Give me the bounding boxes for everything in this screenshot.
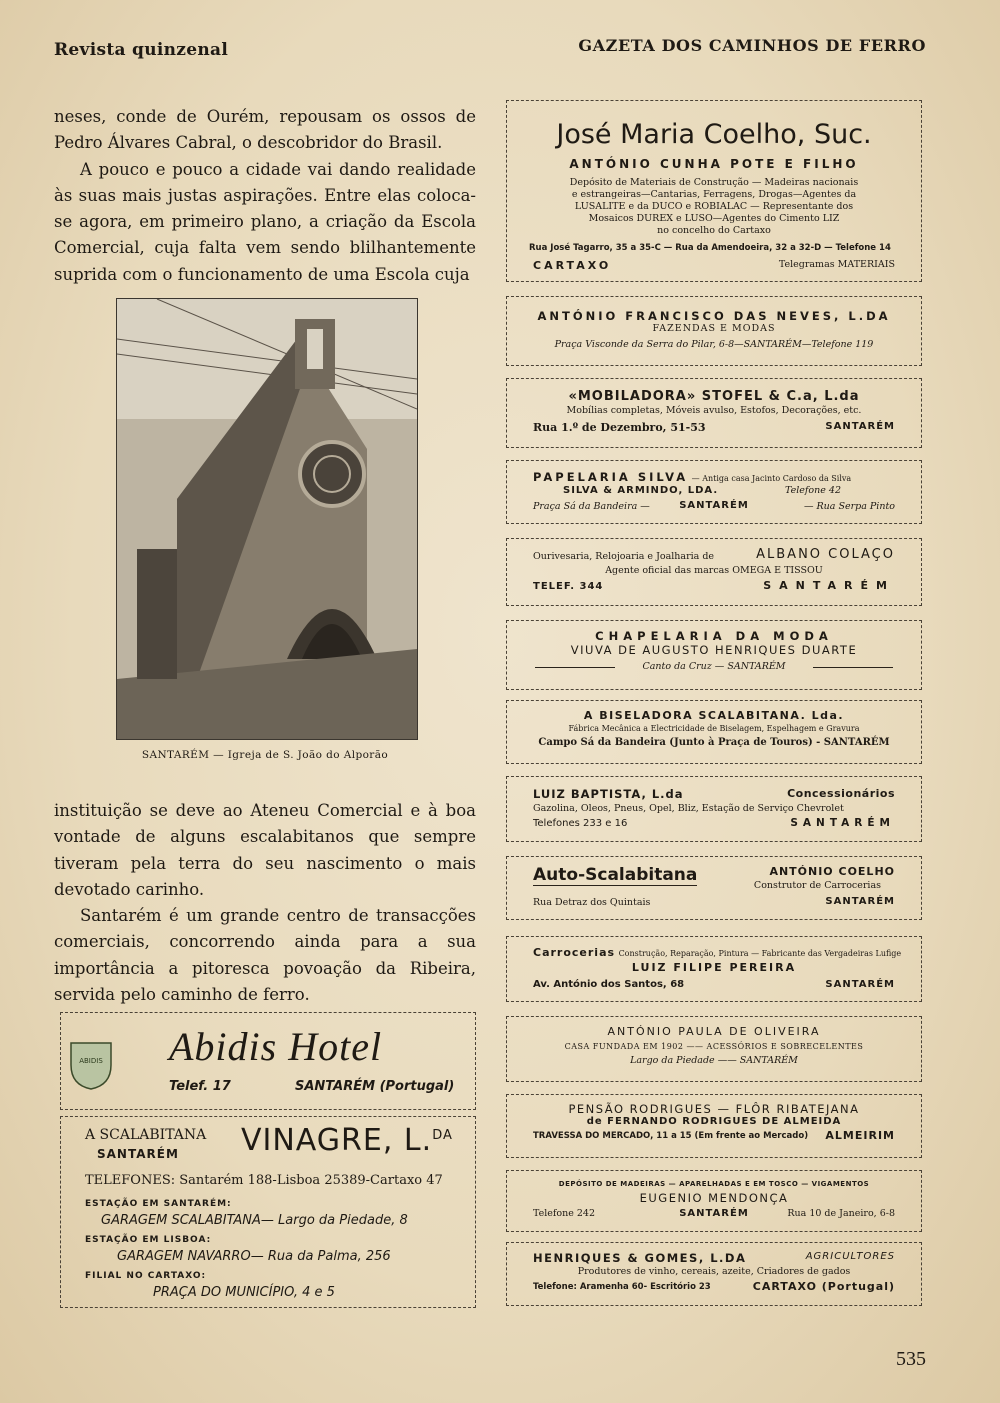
papelaria-phone: Telefone 42 [785,485,841,496]
vinagre-name-text: VINAGRE, L. [241,1123,433,1158]
pensao-sub: de FERNANDO RODRIGUES DE ALMEIDA [586,1116,842,1127]
ad-jose-maria-coelho [506,100,922,282]
papelaria-address1: Praça Sá da Bandeira — [533,501,650,512]
vinagre-h3: FILIAL NO CARTAXO: [85,1271,207,1281]
carrocerias-pre: Carrocerias [533,946,616,959]
colaco-sub: Agente oficial das marcas OMEGA E TISSOU [605,565,823,576]
vinagre-phones: TELEFONES: Santarém 188-Lisboa 25389-Cartaxo 47 [85,1173,443,1188]
hotel-name: Abidis Hotel [169,1024,383,1069]
vinagre-v3: PRAÇA DO MUNICÍPIO, 4 e 5 [153,1285,335,1300]
oliveira-sub: CASA FUNDADA EM 1902 —— ACESSÓRIOS E SOBRECELENTES [564,1042,864,1051]
chapelaria-address: Canto da Cruz — SANTARÉM [642,661,786,672]
papelaria-address2: — Rua Serpa Pinto [804,501,895,512]
paragraph: instituição se deve ao Ateneu Comercial e à boa vontade de alguns escalabitanos que sempre tiveram pela terra do seu nascimento o mais devotado carinho. [54,801,476,899]
coelho-line2: e estrangeiras—Cantarias, Ferragens, Drogas—Agentes da [571,189,857,200]
mobiladora-address: Rua 1.º de Dezembro, 51-53 [533,421,706,434]
hotel-phone: Telef. 17 [169,1079,231,1094]
vinagre-pre2: SANTARÉM [97,1147,179,1161]
biseladora-name: A BISELADORA SCALABITANA. Lda. [583,709,845,722]
article-text-top [54,104,476,288]
baptista-right: Concessionários [787,787,895,800]
baptista-name: LUIZ BAPTISTA, L.da [533,787,684,801]
running-header-left: Revista quinzenal [54,40,229,60]
coelho-sub: ANTÓNIO CUNHA POTE E FILHO [569,157,859,171]
baptista-city: SANTARÉM [790,817,895,829]
ad-eugenio-mendonca [506,1170,922,1232]
baptista-phone: Telefones 233 e 16 [533,818,628,829]
mendonca-city: SANTARÉM [679,1208,749,1219]
ad-antonio-francisco-neves [506,296,922,366]
papelaria-sub: SILVA & ARMINDO, LDA. [563,485,719,496]
carrocerias-name: LUIZ FILIPE PEREIRA [631,961,797,974]
ad-vinagre [60,1116,476,1308]
paragraph: Santarém é um grande centro de transacções comerciais, concorrendo ainda para a sua importância a pitoresca povoação da Ribeira, servida pelo caminho de ferro. [54,906,476,1005]
papelaria-city: SANTARÉM [679,500,749,511]
chapelaria-sub: VIUVA DE AUGUSTO HENRIQUES DUARTE [570,643,858,657]
coelho-city: CARTAXO [533,259,612,272]
carrocerias-address: Av. António dos Santos, 68 [533,979,685,990]
photo-caption: SANTARÉM — Igreja de S. João do Alporão [141,749,389,761]
carrocerias-city: SANTARÉM [825,979,895,990]
henriques-phone: Telefone: Aramenha 60- Escritório 23 [533,1282,711,1292]
mendonca-name: EUGENIO MENDONÇA [639,1191,789,1205]
coelho-line5: no concelho do Cartaxo [657,225,771,236]
running-header-right: GAZETA DOS CAMINHOS DE FERRO [578,36,926,55]
papelaria-name: PAPELARIA SILVA [533,470,689,484]
coelho-telegram: Telegramas MATERIAIS [778,259,895,270]
ad-auto-scalabitana [506,856,922,920]
pensao-city: ALMEIRIM [825,1129,895,1142]
rule-right [813,667,893,668]
coelho-line3: LUSALITE e da DUCO e ROBIALAC — Representante dos [574,201,854,212]
biseladora-address: Campo Sá da Bandeira (Junto à Praça de Touros) - SANTARÉM [538,737,890,748]
vinagre-v2: GARAGEM NAVARRO— Rua da Palma, 256 [117,1249,391,1264]
vinagre-sup: DA [432,1128,453,1143]
auto-address: Rua Detraz dos Quintais [533,897,651,908]
carrocerias-line1 [533,946,902,959]
colaco-city: SANTARÉM [763,579,895,592]
ad-abidis-hotel [60,1012,476,1110]
vinagre-v1: GARAGEM SCALABITANA— Largo da Piedade, 8 [101,1213,408,1228]
ad-antonio-paula-oliveira [506,1016,922,1082]
paragraph: neses, conde de Ourém, repousam os ossos de Pedro Álvares Cabral, o descobridor do Brasil. [54,107,476,153]
auto-owner: ANTÓNIO COELHO [769,865,895,878]
mobiladora-city: SANTARÉM [825,421,895,432]
colaco-phone: TELEF. 344 [533,581,604,592]
paragraph: A pouco e pouco a cidade vai dando realidade às suas mais justas aspirações. Entre elas coloca-se agora, em primeiro plano, a criação da Escola Comercial, cuja falta vem sendo blilhantemente suprida com o funcionamento de uma Escola cuja [54,159,476,284]
hotel-city: SANTARÉM (Portugal) [295,1079,455,1094]
pensao-name: PENSÃO RODRIGUES — FLÔR RIBATEJANA [568,1102,860,1116]
neves-name: ANTÓNIO FRANCISCO DAS NEVES, L.DA [537,309,891,323]
coelho-line1: Depósito de Materiais de Construção — Madeiras nacionais [569,177,859,188]
ad-carrocerias-luiz-filipe-pereira [506,936,922,1002]
coelho-line4: Mosaicos DUREX e LUSO—Agentes do Cimento LIZ [588,213,840,224]
neves-address: Praça Visconde da Serra do Pilar, 6-8—SANTARÉM—Telefone 119 [554,339,874,350]
vinagre-pre1: A SCALABITANA [85,1127,207,1143]
ad-biseladora-scalabitana [506,700,922,764]
vinagre-h1: ESTAÇÃO EM SANTARÉM: [85,1199,232,1209]
ad-luiz-baptista [506,776,922,842]
ad-papelaria-silva [506,460,922,524]
henriques-sub: Produtores de vinho, cereais, azeite, Criadores de gados [577,1266,851,1277]
baptista-sub: Gazolina, Oleos, Pneus, Opel, Bliz, Estação de Serviço Chevrolet [533,803,844,814]
ad-albano-colaco [506,538,922,606]
papelaria-note: — Antiga casa Jacinto Cardoso da Silva [691,474,852,483]
neves-sub: FAZENDAS E MODAS [652,323,776,334]
biseladora-sub: Fábrica Mecânica a Electricidade de Biselagem, Espelhagem e Gravura [568,724,860,733]
mobiladora-sub: Mobílias completas, Móveis avulso, Estofos, Decorações, etc. [566,405,862,416]
auto-city: SANTARÉM [825,896,895,907]
oliveira-address: Largo da Piedade —— SANTARÉM [630,1055,798,1066]
rule-left [535,667,615,668]
mendonca-pre: DEPÓSITO DE MADEIRAS — APARELHADAS E EM TOSCO — VIGAMENTOS [558,1180,870,1188]
papelaria-line1 [533,470,895,484]
henriques-right: AGRICULTORES [805,1251,895,1262]
oliveira-name: ANTÓNIO PAULA DE OLIVEIRA [607,1025,821,1038]
vinagre-h2: ESTAÇÃO EM LISBOA: [85,1235,212,1245]
vinagre-name [241,1123,453,1158]
page-number: 535 [896,1348,926,1370]
article-text-bottom [54,798,476,1008]
ad-pensao-rodrigues [506,1094,922,1158]
auto-sub: Construtor de Carrocerias [753,880,881,891]
mobiladora-name: «MOBILADORA» STOFEL & C.a, L.da [568,389,860,404]
mendonca-phone: Telefone 242 [533,1208,596,1219]
church-photo [116,298,418,740]
church-illustration [117,299,417,739]
ad-mobiladora [506,378,922,448]
colaco-pre: Ourivesaria, Relojoaria e Joalharia de [533,551,715,562]
coelho-name: José Maria Coelho, Suc. [556,119,872,150]
hotel-logo-text: ABIDIS [79,1057,103,1065]
pensao-address: TRAVESSA DO MERCADO, 11 a 15 (Em frente ao Mercado) [533,1131,809,1141]
carrocerias-note: Construção, Reparação, Pintura — Fabricante das Vergadeiras Lufige [618,949,902,958]
henriques-city: CARTAXO (Portugal) [752,1280,895,1293]
hotel-shield-logo [69,1041,113,1091]
coelho-address: Rua José Tagarro, 35 a 35-C — Rua da Amendoeira, 32 a 32-D — Telefone 14 [529,243,891,253]
mendonca-address: Rua 10 de Janeiro, 6-8 [787,1208,895,1219]
ad-chapelaria-da-moda [506,620,922,690]
ad-henriques-gomes [506,1242,922,1306]
henriques-name: HENRIQUES & GOMES, L.DA [533,1251,747,1265]
colaco-name: ALBANO COLAÇO [756,547,895,562]
auto-name: Auto-Scalabitana [533,865,698,885]
chapelaria-name: CHAPELARIA DA MODA [595,629,833,643]
